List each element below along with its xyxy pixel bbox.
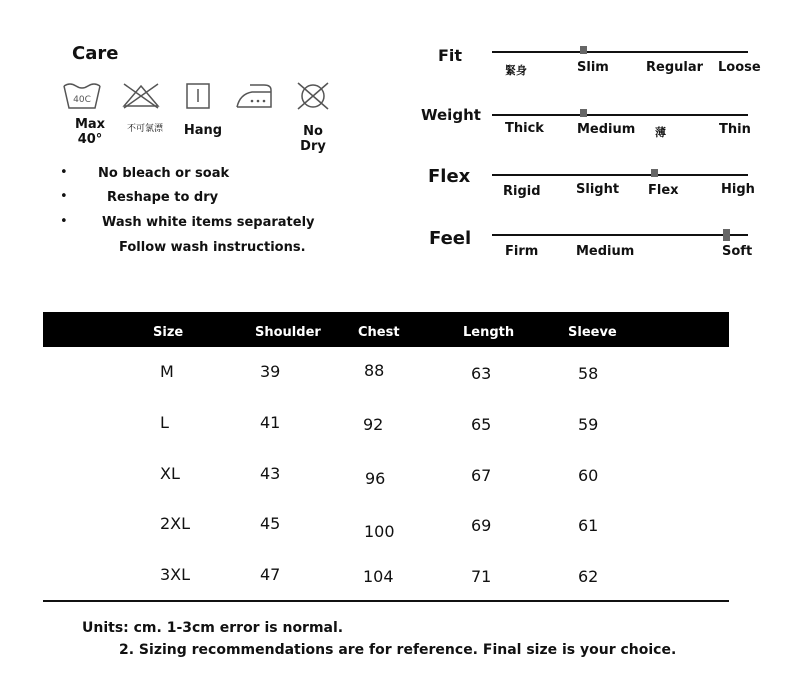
fit-option-3: Regular — [646, 60, 704, 75]
feel-scale-line — [492, 234, 748, 236]
cell-sleeve: 61 — [578, 516, 599, 535]
feel-scale-title: Feel — [429, 228, 472, 249]
bullet-icon: • — [60, 165, 68, 180]
cell-length: 65 — [471, 415, 492, 434]
weight-option-4: Thin — [719, 122, 751, 137]
size-table-header — [43, 312, 729, 347]
header-length: Length — [463, 325, 515, 340]
feel-scale-marker — [723, 229, 730, 241]
table-bottom-rule — [43, 600, 729, 602]
weight-option-2: Medium — [577, 122, 636, 137]
cell-size: 3XL — [160, 565, 191, 584]
weight-option-3: 薄 — [655, 126, 666, 139]
flex-option-2: Slight — [576, 182, 620, 197]
cell-sleeve: 59 — [578, 415, 599, 434]
fit-option-4: Loose — [718, 60, 761, 75]
cell-length: 69 — [471, 516, 492, 535]
cell-size: M — [160, 362, 174, 381]
no-dryclean-icon — [293, 80, 333, 112]
flex-option-1: Rigid — [503, 184, 541, 199]
note-sizing: 2. Sizing recommendations are for reference. Final size is your choice. — [119, 642, 677, 658]
weight-scale-marker — [580, 109, 587, 117]
care-bullet-3: Wash white items separately — [102, 215, 315, 230]
care-extra-line: Follow wash instructions. — [119, 240, 306, 255]
flex-scale-line — [492, 174, 748, 176]
cell-length: 71 — [471, 567, 492, 586]
cell-sleeve: 58 — [578, 364, 599, 383]
header-shoulder: Shoulder — [255, 325, 321, 340]
weight-option-1: Thick — [505, 121, 544, 136]
cell-shoulder: 47 — [260, 565, 281, 584]
care-bullet-2: Reshape to dry — [107, 190, 219, 205]
cell-size: L — [160, 413, 169, 432]
weight-scale-line — [492, 114, 748, 116]
flex-scale-title: Flex — [428, 166, 471, 187]
care-bullet-1: No bleach or soak — [98, 166, 230, 181]
fit-option-2: Slim — [577, 60, 609, 75]
header-sleeve: Sleeve — [568, 325, 617, 340]
care-label-no-dry: No Dry — [300, 124, 326, 154]
header-chest: Chest — [358, 325, 400, 340]
care-label-no-bleach: 不可氯漂 — [126, 124, 163, 134]
fit-option-1: 緊身 — [505, 64, 527, 77]
cell-chest: 88 — [364, 361, 385, 380]
bullet-icon: • — [60, 189, 68, 204]
wash-temp-text: 40C — [73, 95, 91, 105]
cell-chest: 104 — [363, 567, 394, 586]
flex-option-4: High — [721, 182, 755, 197]
care-label-hang: Hang — [183, 123, 223, 138]
flex-option-3: Flex — [648, 183, 679, 198]
fit-scale-line — [492, 51, 748, 53]
weight-scale-title: Weight — [421, 106, 481, 124]
cell-length: 67 — [471, 466, 492, 485]
header-size: Size — [153, 325, 184, 340]
cell-sleeve: 60 — [578, 466, 599, 485]
cell-size: XL — [160, 464, 180, 483]
cell-chest: 92 — [363, 415, 384, 434]
hang-dry-icon — [178, 80, 218, 112]
wash-40-icon — [62, 80, 102, 112]
cell-shoulder: 39 — [260, 362, 281, 381]
cell-sleeve: 62 — [578, 567, 599, 586]
feel-option-4: Soft — [722, 244, 753, 259]
iron-icon — [234, 80, 274, 112]
feel-option-2: Medium — [576, 244, 635, 259]
bullet-icon: • — [60, 214, 68, 229]
cell-chest: 100 — [364, 522, 395, 541]
care-title: Care — [72, 43, 119, 64]
care-label-max-temp: Max 40° — [74, 117, 106, 147]
cell-chest: 96 — [365, 469, 386, 488]
cell-size: 2XL — [160, 514, 191, 533]
cell-shoulder: 41 — [260, 413, 281, 432]
cell-length: 63 — [471, 364, 492, 383]
no-bleach-icon — [121, 80, 161, 112]
cell-shoulder: 45 — [260, 514, 281, 533]
cell-shoulder: 43 — [260, 464, 281, 483]
feel-option-1: Firm — [505, 244, 539, 259]
fit-scale-title: Fit — [438, 46, 463, 65]
flex-scale-marker — [651, 169, 658, 177]
fit-scale-marker — [580, 46, 587, 54]
note-units: Units: cm. 1-3cm error is normal. — [82, 620, 344, 636]
